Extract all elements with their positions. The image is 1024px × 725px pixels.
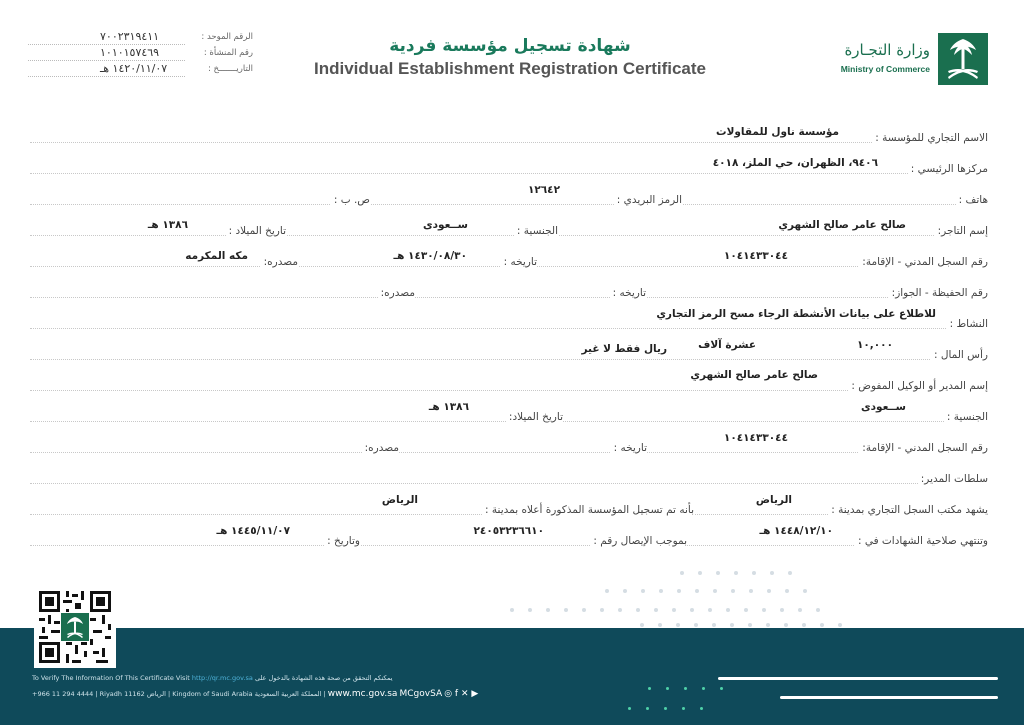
passport-date-label: تاريخه : [610,287,646,299]
establishment-number-row [28,46,253,62]
manager-civil-source-label: مصدره: [362,442,399,454]
merchant-name-label: إسم التاجر: [935,225,988,237]
footer-country-english: Kingdom of Saudi Arabia [172,690,253,698]
manager-civil-row [30,432,988,454]
civil-date-label: تاريخه : [501,256,537,268]
merchant-name-value: صالح عامر صالح الشهري [778,219,906,231]
nationality-value: ســعودى [422,219,468,231]
footer-social-handle[interactable]: MCgovSA [399,689,443,699]
unified-number-row [28,30,253,46]
registry-office-label: يشهد مكتب السجل التجاري بمدينة : [828,504,988,516]
headquarters-value: ٩٤٠٦، الظهران، حي الملز، ٤٠١٨ [712,157,878,169]
merchant-row [30,219,988,236]
receipt-date-label: وتاريخ : [324,535,360,547]
ministry-logo [833,33,988,85]
civil-record-row [30,250,988,267]
footer-phone: +966 11 294 4444 [32,690,94,698]
civil-source-label: مصدره: [261,256,298,268]
manager-nationality-value: ســعودى [860,401,906,413]
nationality-label: الجنسية : [514,225,558,237]
receipt-date-value: ١٤٤٥/١١/٠٧ هـ [216,525,290,537]
validity-date: ١٤٤٨/١٢/١٠ هـ [759,525,833,537]
reference-block [28,30,253,78]
receipt-number: ٢٤٠٥٣٢٣٦٦١٠ [473,525,544,537]
civil-date-value: ١٤٣٠/٠٨/٣٠ هـ [393,250,467,262]
registry-office-city: الرياض [755,494,792,506]
manager-label: إسم المدير أو الوكيل المفوض : [848,380,988,392]
verify-link[interactable]: http://qr.mc.gov.sa [191,674,253,682]
validity-row [30,525,988,547]
verify-text-arabic: يمكنكم التحقق من صحة هذه الشهادة بالدخول على [254,674,393,682]
headquarters-label: مركزها الرئيسي : [908,163,988,175]
separator: | [95,690,98,698]
ministry-name-english: Ministry of Commerce [840,64,930,74]
validity-label: وتنتهي صلاحية الشهادات في : [855,535,988,547]
manager-civil-value: ١٠٤١٤٣٣٠٤٤ [723,432,788,444]
manager-row [30,369,988,392]
civil-record-value: ١٠٤١٤٣٣٠٤٤ [723,250,788,262]
issue-date-row [28,62,253,78]
passport-row [30,281,988,298]
dotted-line [28,44,185,45]
separator: | [323,690,326,698]
receipt-label: بموجب الإيصال رقم : [590,535,687,547]
footer-decorative-line [780,696,998,699]
po-box-label: ص. ب : [331,194,370,206]
birth-date-label: تاريخ الميلاد : [226,225,286,237]
unified-number-label: الرقم الموحد : [201,32,253,42]
manager-nationality-row [30,401,988,423]
unified-number-value: ٧٠٠٢٣١٩٤١١ [100,30,160,43]
manager-powers-row [30,467,988,484]
manager-civil-date-label: تاريخه : [611,442,647,454]
activity-label: النشاط : [947,318,988,330]
verify-text-english: To Verify The Information Of This Certificate Visit [32,674,190,682]
activity-row [30,308,988,330]
trade-name-row [30,126,988,143]
decorative-dots [680,560,806,568]
passport-source-label: مصدره: [378,287,415,299]
establishment-number-value: ١٠١٠١٥٧٤٦٩ [100,46,160,59]
issue-date-label: التاريـــــــخ : [207,64,253,74]
registered-city-value: الرياض [381,494,418,506]
phone-label: هاتف : [956,194,988,206]
decorative-dots [640,612,856,620]
separator: | [167,690,171,698]
manager-value: صالح عامر صالح الشهري [690,369,818,381]
dotted-line [28,60,185,61]
capital-row [30,339,988,361]
postal-code-value: ١٢٦٤٢ [527,184,560,196]
establishment-number-label: رقم المنشأة : [203,48,253,58]
dotted-line [28,76,185,77]
decorative-dots [510,597,834,605]
trade-name-label: الاسم التجاري للمؤسسة : [872,132,988,144]
civil-source-value: مكه المكرمه [185,250,248,262]
verify-line [32,674,393,682]
birth-date-value: ١٣٨٦ هـ [147,219,188,231]
ministry-name-arabic: وزارة التجـارة [844,41,930,59]
footer-website-link[interactable]: www.mc.gov.sa [327,689,398,699]
contact-line [32,689,478,699]
activity-value: للاطلاع على بيانات الأنشطة الرجاء مسح الرمز التجاري [656,308,936,320]
palm-swords-emblem-icon [938,33,988,85]
capital-label: رأس المال : [931,349,988,361]
manager-powers-label: سلطات المدير: [918,473,988,485]
qr-code[interactable] [34,586,116,668]
manager-nationality-label: الجنسية : [944,411,988,423]
footer-city-arabic: الرياض [146,690,166,698]
footer-decorative-dots [628,695,718,701]
footer-decorative-line [718,677,998,680]
contact-row [30,184,988,206]
decorative-dots [605,578,821,586]
capital-currency: ريال فقط لا غير [581,343,667,355]
footer-city-english: Riyadh 11162 [99,690,145,698]
social-icons[interactable]: ◎ f ✕ ▶ [444,689,479,699]
trade-name-value: مؤسسة ناول للمقاولات [716,126,839,138]
registered-city-label: بأنه تم تسجيل المؤسسة المذكورة أعلاه بمدينة : [482,504,694,516]
manager-civil-label: رقم السجل المدني - الإقامة: [859,442,988,454]
manager-birth-date-label: تاريخ الميلاد: [506,411,563,423]
qr-emblem-icon [61,613,89,641]
issue-date-value: ١٤٢٠/١١/٠٧ هـ [100,62,168,75]
passport-label: رقم الحفيظة - الجواز: [889,287,988,299]
certificate-title-arabic: شهادة تسجيل مؤسسة فردية [389,36,631,56]
capital-value: ١٠,٠٠٠ [856,339,893,351]
footer-country-arabic: المملكة العربية السعودية [254,690,322,698]
civil-record-label: رقم السجل المدني - الإقامة: [859,256,988,268]
certificate-title-english: Individual Establishment Registration Certificate [313,59,707,78]
manager-birth-date-value: ١٣٨٦ هـ [428,401,469,413]
headquarters-row [30,157,988,174]
capital-in-words: عشرة آلاف [698,339,756,351]
postal-code-label: الرمز البريدي : [614,194,682,206]
registry-office-row [30,494,988,516]
